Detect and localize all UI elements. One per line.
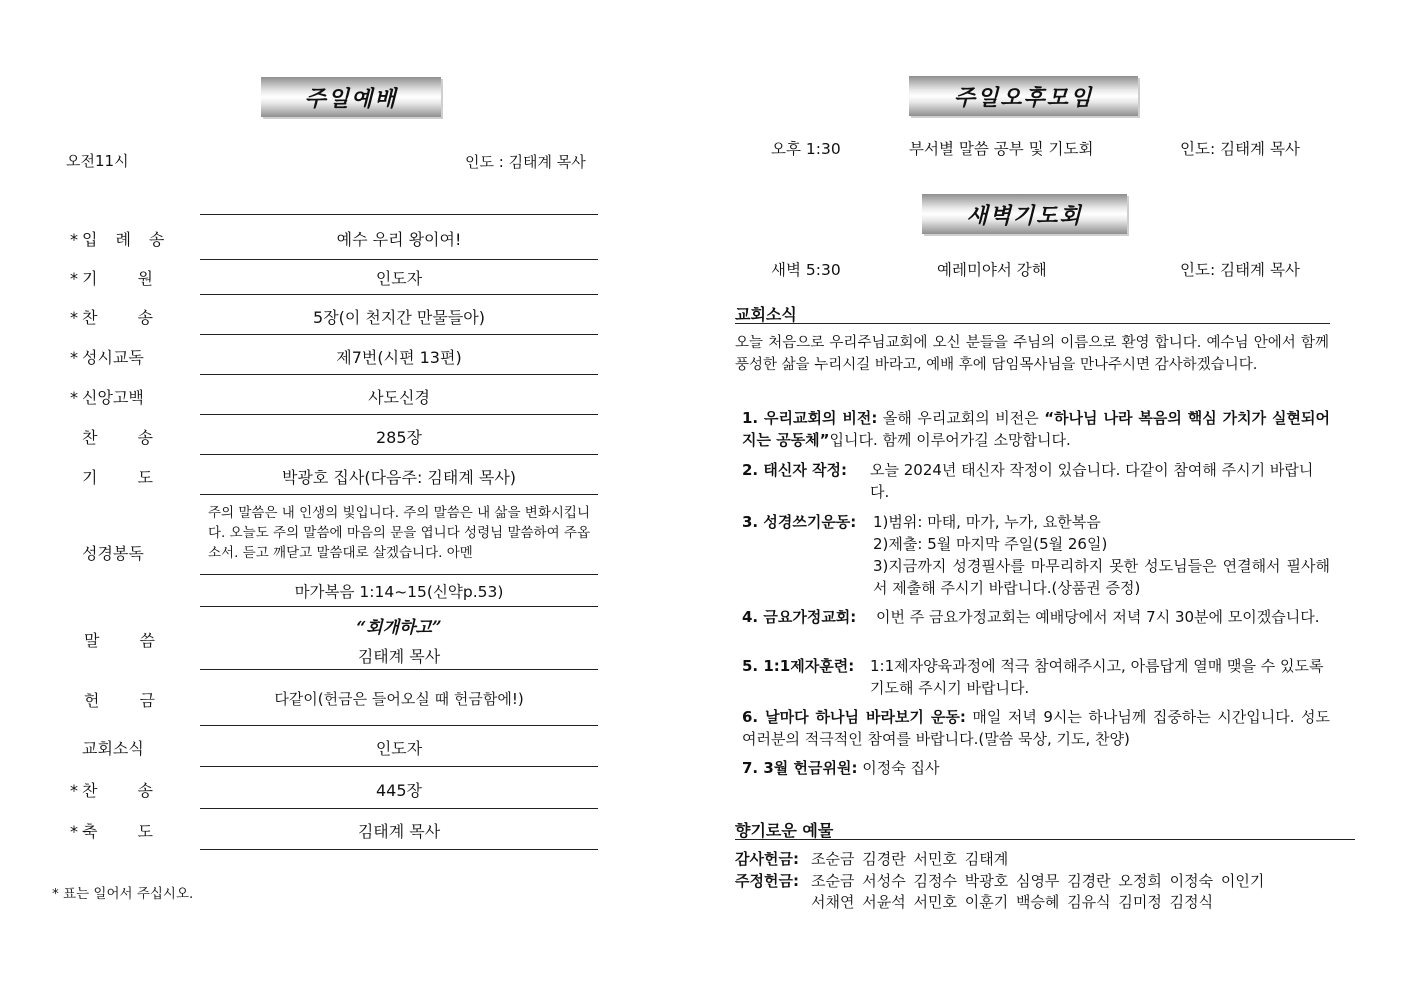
order-label: * 성시교독	[70, 348, 144, 367]
divider	[200, 374, 598, 375]
order-label: * 기원	[70, 269, 193, 288]
sermon-label: 말씀	[84, 631, 195, 650]
divider	[200, 214, 598, 215]
divider	[735, 323, 1330, 324]
dawn-banner	[922, 194, 1127, 234]
order-label: * 입례송	[70, 230, 183, 249]
news-item-2-title: 2. 태신자 작정:	[742, 461, 848, 479]
divider	[200, 574, 598, 575]
divider	[200, 669, 598, 670]
order-value: 제7번(시편 13편)	[336, 348, 462, 367]
offering-label: 헌금	[84, 691, 195, 710]
order-value: 445장	[376, 781, 422, 800]
divider	[200, 808, 598, 809]
divider	[200, 494, 598, 495]
news-item-4-text: 이번 주 금요가정교회는 예배당에서 저녁 7시 30분에 모이겠습니다.	[876, 608, 1320, 626]
order-value: 김태계 목사	[357, 822, 441, 841]
offering-value: 다같이(헌금은 들어오실 때 헌금함에!)	[274, 690, 524, 708]
scripture-label: 성경봉독	[82, 544, 144, 563]
news-item-6: 6. 날마다 하나님 바라보기 운동: 매일 저녁 9시는 하나님께 집중하는 시간입니다. 성도 여러분의 적극적인 참여를 바랍니다.(말씀 묵상, 기도, 찬양)	[742, 708, 1330, 748]
divider	[200, 606, 598, 607]
divider	[735, 839, 1355, 840]
divider	[200, 259, 598, 260]
welcome-text: 오늘 처음으로 우리주님교회에 오신 분들을 주님의 이름으로 환영 합니다. 예수님 안에서 함께 풍성한 삶을 누리시길 바라고, 예배 후에 담임목사님을 만나주시면 감사하겠습니다.	[735, 335, 1329, 373]
news-value: 인도자	[375, 739, 423, 758]
divider	[200, 849, 598, 850]
dawn-leader: 인도: 김태계 목사	[1180, 261, 1300, 279]
sermon-preacher: 김태계 목사	[357, 647, 441, 666]
order-value: 5장(이 천지간 만물들아)	[313, 308, 485, 327]
scripture-prayer: 주의 말씀은 내 인생의 빛입니다. 주의 말씀은 내 삶을 변화시킵니다. 오늘도 주의 말씀에 마음의 문을 엽니다 성령님 말씀하여 주옵소서. 듣고 깨닫고 말씀대로 살겠습니다. 아멘	[208, 505, 590, 561]
worship-banner	[261, 77, 441, 117]
news-item-1: 1. 우리교회의 비전: 올해 우리교회의 비전은 “하나님 나라 복음의 핵심 가치가 실현되어지는 공동체”입니다. 함께 이루어가길 소망합니다.	[742, 409, 1330, 449]
order-label: 찬송	[82, 428, 193, 447]
order-label: * 찬송	[70, 781, 193, 800]
thanks-offering-names: 조순금 김경란 서민호 김태계	[811, 850, 1009, 868]
offering-heading: 향기로운 예물	[735, 821, 834, 840]
afternoon-banner-title: 주일오후모임	[953, 84, 1094, 111]
order-value: 사도신경	[368, 388, 430, 407]
weekly-offering-names-2: 서채연 서윤석 서민호 이훈기 백승혜 김유식 김미정 김정식	[811, 893, 1214, 911]
worship-leader: 인도 : 김태계 목사	[465, 153, 586, 171]
news-item-4-title: 4. 금요가정교회:	[742, 608, 857, 626]
scripture-reference: 마가복음 1:14~15(신약p.53)	[294, 583, 504, 601]
afternoon-desc: 부서별 말씀 공부 및 기도회	[909, 140, 1094, 158]
news-item-7: 7. 3월 헌금위원: 이정숙 집사	[742, 759, 940, 777]
divider	[200, 454, 598, 455]
news-item-5-title: 5. 1:1제자훈련:	[742, 657, 855, 675]
worship-time: 오전11시	[66, 152, 129, 170]
news-item-3-line-1: 1)범위: 마태, 마가, 누가, 요한복음	[873, 513, 1101, 531]
news-heading: 교회소식	[735, 305, 797, 324]
afternoon-banner	[909, 76, 1138, 116]
afternoon-leader: 인도: 김태계 목사	[1180, 140, 1300, 158]
news-item-3-title: 3. 성경쓰기운동:	[742, 513, 857, 531]
divider	[200, 294, 598, 295]
order-label: * 축도	[70, 822, 193, 841]
order-value: 285장	[376, 428, 422, 447]
thanks-offering-label: 감사헌금:	[735, 850, 799, 868]
news-label: 교회소식	[82, 739, 144, 758]
news-item-3-line-2: 2)제출: 5월 마지막 주일(5월 26일)	[873, 535, 1108, 553]
divider	[200, 414, 598, 415]
divider	[200, 725, 598, 726]
footnote: * 표는 일어서 주십시오.	[52, 886, 194, 902]
order-value: 박광호 집사(다음주: 김태계 목사)	[281, 468, 517, 487]
order-label: 기도	[82, 468, 193, 487]
order-value: 인도자	[375, 269, 423, 288]
news-item-5-text: 1:1제자양육과정에 적극 참여해주시고, 아름답게 열매 맺을 수 있도록 기도해 주시기 바랍니다.	[870, 657, 1324, 697]
sermon-title: “회개하고”	[356, 618, 442, 638]
divider	[200, 766, 598, 767]
order-label: * 찬송	[70, 308, 193, 327]
divider	[200, 334, 598, 335]
news-item-3-line-3: 3)지금까지 성경필사를 마무리하지 못한 성도님들은 연결해서 필사해서 제출해 주시기 바랍니다.(상품권 증정)	[873, 557, 1330, 597]
weekly-offering-label: 주정헌금:	[735, 872, 799, 890]
dawn-time: 새벽 5:30	[771, 261, 841, 279]
news-item-2-text: 오늘 2024년 태신자 작정이 있습니다. 다같이 참여해 주시기 바랍니다.	[870, 461, 1314, 501]
order-value: 예수 우리 왕이여!	[336, 230, 462, 249]
dawn-desc: 예레미야서 강해	[937, 261, 1047, 279]
afternoon-time: 오후 1:30	[771, 140, 841, 158]
order-label: * 신앙고백	[70, 388, 144, 407]
dawn-banner-title: 새벽기도회	[966, 202, 1083, 229]
worship-banner-title: 주일예배	[304, 85, 398, 112]
weekly-offering-names-1: 조순금 서성수 김정수 박광호 심영무 김경란 오정희 이정숙 이인기	[811, 872, 1265, 890]
